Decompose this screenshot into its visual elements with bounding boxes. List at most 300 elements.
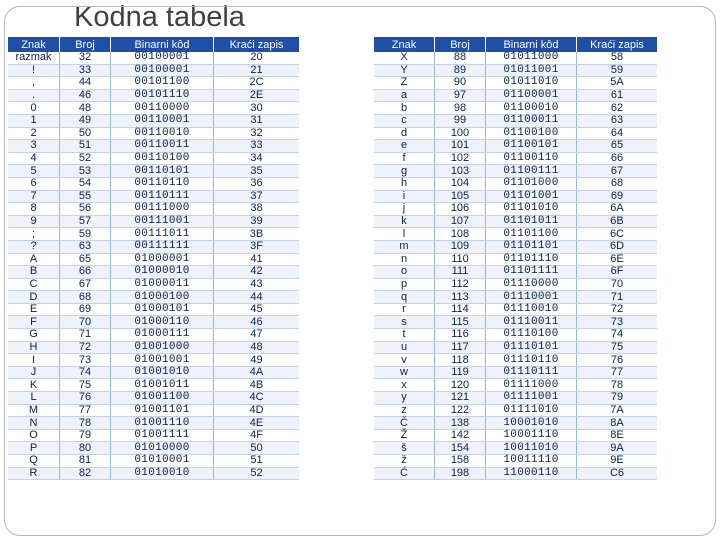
cell-broj: 77 [60,404,111,417]
header-broj: Broj [435,37,486,52]
cell-binarni-kod: 00110011 [111,140,214,153]
cell-binarni-kod: 01101001 [486,190,577,203]
header-kraci-zapis: Kraći zapis [214,37,300,52]
code-table-right [374,37,657,480]
cell-broj: 119 [435,366,486,379]
cell-broj: 99 [435,114,486,127]
cell-broj: 120 [435,379,486,392]
cell-binarni-kod: 01110100 [486,329,577,342]
table-row [8,140,299,153]
cell-znak: h [374,177,435,190]
cell-broj: 111 [435,266,486,279]
table-row [8,278,299,291]
cell-kraci-zapis: 49 [214,354,300,367]
table-row [8,392,299,405]
cell-binarni-kod: 01000101 [111,303,214,316]
cell-binarni-kod: 01000011 [111,278,214,291]
cell-kraci-zapis: 46 [214,316,300,329]
cell-kraci-zapis: 72 [577,303,658,316]
cell-broj: 118 [435,354,486,367]
cell-binarni-kod: 01000100 [111,291,214,304]
table-row [374,467,657,480]
cell-znak: 2 [8,127,60,140]
table-row [374,404,657,417]
cell-znak: 8 [8,203,60,216]
cell-kraci-zapis: 62 [577,102,658,115]
cell-broj: 109 [435,240,486,253]
cell-kraci-zapis: 59 [577,64,658,77]
cell-binarni-kod: 01111001 [486,392,577,405]
cell-znak: 9 [8,215,60,228]
cell-znak: e [374,140,435,153]
cell-broj: 67 [60,278,111,291]
cell-kraci-zapis: 3F [214,240,300,253]
header-binarni-kod: Binarni kôd [111,37,214,52]
table-row [8,165,299,178]
cell-kraci-zapis: 2E [214,89,300,102]
cell-kraci-zapis: 58 [577,52,658,64]
cell-znak: x [374,379,435,392]
table-row [8,366,299,379]
cell-znak: Y [374,64,435,77]
cell-kraci-zapis: 4C [214,392,300,405]
cell-broj: 154 [435,442,486,455]
cell-kraci-zapis: 63 [577,114,658,127]
table-row [374,177,657,190]
cell-binarni-kod: 01100011 [486,114,577,127]
cell-znak: D [8,291,60,304]
cell-binarni-kod: 01011001 [486,64,577,77]
cell-kraci-zapis: 64 [577,127,658,140]
cell-kraci-zapis: 71 [577,291,658,304]
cell-binarni-kod: 01101110 [486,253,577,266]
cell-znak: 6 [8,177,60,190]
cell-kraci-zapis: 34 [214,152,300,165]
table-row [8,291,299,304]
cell-binarni-kod: 01010000 [111,442,214,455]
cell-binarni-kod: 01101010 [486,203,577,216]
cell-kraci-zapis: 68 [577,177,658,190]
cell-znak: A [8,253,60,266]
header-broj: Broj [60,37,111,52]
cell-znak: š [374,442,435,455]
cell-binarni-kod: 01011000 [486,52,577,64]
cell-broj: 78 [60,417,111,430]
cell-kraci-zapis: 7A [577,404,658,417]
cell-znak: k [374,215,435,228]
cell-binarni-kod: 10011110 [486,455,577,468]
cell-znak: 4 [8,152,60,165]
cell-binarni-kod: 01000110 [111,316,214,329]
table-row [374,429,657,442]
cell-znak: 7 [8,190,60,203]
cell-broj: 63 [60,240,111,253]
cell-broj: 79 [60,429,111,442]
cell-kraci-zapis: 6A [577,203,658,216]
cell-broj: 198 [435,467,486,480]
cell-kraci-zapis: 48 [214,341,300,354]
cell-znak: d [374,127,435,140]
cell-kraci-zapis: 30 [214,102,300,115]
cell-kraci-zapis: 4A [214,366,300,379]
cell-binarni-kod: 01111010 [486,404,577,417]
cell-binarni-kod: 01110110 [486,354,577,367]
cell-znak: f [374,152,435,165]
cell-znak: B [8,266,60,279]
table-row [374,52,657,64]
cell-kraci-zapis: 50 [214,442,300,455]
cell-znak: ž [374,455,435,468]
table-row [374,228,657,241]
cell-znak: o [374,266,435,279]
table-row [374,102,657,115]
cell-binarni-kod: 01001011 [111,379,214,392]
cell-broj: 122 [435,404,486,417]
cell-binarni-kod: 00111011 [111,228,214,241]
cell-znak: 5 [8,165,60,178]
cell-broj: 66 [60,266,111,279]
table-row [374,354,657,367]
cell-znak: ; [8,228,60,241]
table-row [374,455,657,468]
header-kraci-zapis: Kraći zapis [577,37,658,52]
cell-kraci-zapis: 61 [577,89,658,102]
cell-znak: , [8,77,60,90]
cell-broj: 110 [435,253,486,266]
cell-binarni-kod: 01110000 [486,278,577,291]
header-znak: Znak [8,37,60,52]
cell-binarni-kod: 01101000 [486,177,577,190]
cell-broj: 76 [60,392,111,405]
cell-znak: Ć [374,467,435,480]
cell-binarni-kod: 01000001 [111,253,214,266]
table-body-left [8,52,299,480]
cell-znak: j [374,203,435,216]
cell-kraci-zapis: 76 [577,354,658,367]
table-row [374,278,657,291]
cell-znak: a [374,89,435,102]
cell-broj: 57 [60,215,111,228]
cell-binarni-kod: 01100100 [486,127,577,140]
cell-broj: 71 [60,329,111,342]
cell-binarni-kod: 10001110 [486,429,577,442]
cell-kraci-zapis: 79 [577,392,658,405]
cell-kraci-zapis: 74 [577,329,658,342]
table-row [8,203,299,216]
cell-broj: 73 [60,354,111,367]
header-row [374,37,657,52]
cell-znak: Q [8,455,60,468]
cell-kraci-zapis: 33 [214,140,300,153]
table-row [8,429,299,442]
cell-binarni-kod: 00101110 [111,89,214,102]
cell-znak: n [374,253,435,266]
cell-broj: 97 [435,89,486,102]
cell-kraci-zapis: 37 [214,190,300,203]
table-row [8,404,299,417]
cell-binarni-kod: 01110001 [486,291,577,304]
cell-broj: 112 [435,278,486,291]
cell-broj: 32 [60,52,111,64]
table-row [8,467,299,480]
cell-kraci-zapis: 20 [214,52,300,64]
table-row [374,392,657,405]
cell-broj: 113 [435,291,486,304]
cell-broj: 100 [435,127,486,140]
table-row [8,316,299,329]
cell-broj: 82 [60,467,111,480]
table-row [8,64,299,77]
cell-znak: N [8,417,60,430]
cell-broj: 106 [435,203,486,216]
cell-kraci-zapis: 65 [577,140,658,153]
cell-znak: v [374,354,435,367]
table-row [374,266,657,279]
slide-title: Kodna tabela [74,1,245,33]
code-table-left [8,37,299,480]
table-row [374,253,657,266]
cell-broj: 115 [435,316,486,329]
cell-broj: 116 [435,329,486,342]
table-row [374,442,657,455]
table-row [8,102,299,115]
cell-broj: 54 [60,177,111,190]
table-row [8,77,299,90]
cell-kraci-zapis: 77 [577,366,658,379]
table-row [8,266,299,279]
cell-znak: X [374,52,435,64]
cell-znak: t [374,329,435,342]
cell-kraci-zapis: 3B [214,228,300,241]
table-row [374,316,657,329]
cell-znak: i [374,190,435,203]
cell-znak: L [8,392,60,405]
cell-binarni-kod: 01001100 [111,392,214,405]
table-row [374,240,657,253]
table-row [8,240,299,253]
cell-binarni-kod: 01001101 [111,404,214,417]
cell-binarni-kod: 11000110 [486,467,577,480]
cell-broj: 48 [60,102,111,115]
cell-broj: 89 [435,64,486,77]
table-row [374,291,657,304]
cell-broj: 114 [435,303,486,316]
table-row [8,253,299,266]
table-row [374,329,657,342]
cell-binarni-kod: 00101100 [111,77,214,90]
cell-kraci-zapis: C6 [577,467,658,480]
cell-broj: 80 [60,442,111,455]
cell-znak: Č [374,417,435,430]
cell-binarni-kod: 00110101 [111,165,214,178]
cell-kraci-zapis: 4E [214,417,300,430]
cell-znak: . [8,89,60,102]
cell-znak: P [8,442,60,455]
table-row [8,354,299,367]
cell-znak: G [8,329,60,342]
cell-znak: w [374,366,435,379]
cell-broj: 142 [435,429,486,442]
cell-binarni-kod: 01001010 [111,366,214,379]
cell-znak: M [8,404,60,417]
header-binarni-kod: Binarni kôd [486,37,577,52]
cell-broj: 107 [435,215,486,228]
cell-znak: l [374,228,435,241]
cell-binarni-kod: 01101101 [486,240,577,253]
cell-kraci-zapis: 9A [577,442,658,455]
cell-binarni-kod: 01110101 [486,341,577,354]
table-row [8,303,299,316]
cell-znak: Z [374,77,435,90]
cell-kraci-zapis: 8E [577,429,658,442]
cell-znak: c [374,114,435,127]
cell-kraci-zapis: 6D [577,240,658,253]
header-znak: Znak [374,37,435,52]
cell-broj: 102 [435,152,486,165]
cell-broj: 104 [435,177,486,190]
cell-kraci-zapis: 69 [577,190,658,203]
cell-binarni-kod: 01101111 [486,266,577,279]
cell-kraci-zapis: 36 [214,177,300,190]
table-row [374,140,657,153]
cell-znak: ? [8,240,60,253]
cell-broj: 72 [60,341,111,354]
cell-broj: 117 [435,341,486,354]
cell-znak: E [8,303,60,316]
table-row [374,64,657,77]
table-row [8,215,299,228]
cell-binarni-kod: 00110000 [111,102,214,115]
cell-znak: C [8,278,60,291]
cell-binarni-kod: 00110001 [111,114,214,127]
table-row [8,190,299,203]
cell-kraci-zapis: 67 [577,165,658,178]
cell-kraci-zapis: 70 [577,278,658,291]
table-row [8,127,299,140]
table-row [8,152,299,165]
header-row [8,37,299,52]
cell-binarni-kod: 01001110 [111,417,214,430]
cell-binarni-kod: 00110111 [111,190,214,203]
cell-binarni-kod: 01000010 [111,266,214,279]
cell-binarni-kod: 01100001 [486,89,577,102]
cell-znak: F [8,316,60,329]
cell-kraci-zapis: 5A [577,77,658,90]
cell-binarni-kod: 01110010 [486,303,577,316]
cell-binarni-kod: 01001001 [111,354,214,367]
cell-kraci-zapis: 6B [577,215,658,228]
cell-kraci-zapis: 42 [214,266,300,279]
cell-binarni-kod: 01100010 [486,102,577,115]
cell-znak: q [374,291,435,304]
table-row [374,215,657,228]
cell-broj: 69 [60,303,111,316]
table-row [8,379,299,392]
cell-broj: 70 [60,316,111,329]
cell-kraci-zapis: 75 [577,341,658,354]
cell-broj: 121 [435,392,486,405]
cell-binarni-kod: 10001010 [486,417,577,430]
cell-znak: Ž [374,429,435,442]
cell-kraci-zapis: 35 [214,165,300,178]
table-row [374,203,657,216]
cell-binarni-kod: 01010010 [111,467,214,480]
cell-binarni-kod: 10011010 [486,442,577,455]
cell-broj: 75 [60,379,111,392]
table-row [8,89,299,102]
cell-binarni-kod: 01110111 [486,366,577,379]
cell-znak: I [8,354,60,367]
table-row [8,442,299,455]
cell-broj: 108 [435,228,486,241]
cell-binarni-kod: 01001111 [111,429,214,442]
cell-kraci-zapis: 4D [214,404,300,417]
table-row [374,152,657,165]
cell-broj: 59 [60,228,111,241]
cell-kraci-zapis: 2C [214,77,300,90]
table-row [374,379,657,392]
cell-broj: 44 [60,77,111,90]
cell-broj: 51 [60,140,111,153]
cell-binarni-kod: 01111000 [486,379,577,392]
cell-broj: 50 [60,127,111,140]
cell-znak: b [374,102,435,115]
cell-kraci-zapis: 31 [214,114,300,127]
cell-broj: 55 [60,190,111,203]
cell-kraci-zapis: 78 [577,379,658,392]
table-row [8,228,299,241]
cell-kraci-zapis: 39 [214,215,300,228]
cell-znak: 0 [8,102,60,115]
cell-binarni-kod: 01110011 [486,316,577,329]
table-row [8,114,299,127]
cell-kraci-zapis: 43 [214,278,300,291]
cell-binarni-kod: 01101100 [486,228,577,241]
table-row [374,127,657,140]
cell-broj: 46 [60,89,111,102]
cell-binarni-kod: 01011010 [486,77,577,90]
table-row [8,52,299,64]
cell-kraci-zapis: 73 [577,316,658,329]
cell-kraci-zapis: 66 [577,152,658,165]
cell-broj: 90 [435,77,486,90]
cell-znak: 1 [8,114,60,127]
table-row [374,366,657,379]
table-row [374,417,657,430]
cell-znak: O [8,429,60,442]
cell-znak: s [374,316,435,329]
cell-kraci-zapis: 44 [214,291,300,304]
cell-kraci-zapis: 38 [214,203,300,216]
cell-znak: m [374,240,435,253]
cell-binarni-kod: 01100111 [486,165,577,178]
cell-binarni-kod: 00111000 [111,203,214,216]
cell-binarni-kod: 00111111 [111,240,214,253]
cell-znak: razmak [8,52,60,64]
cell-broj: 52 [60,152,111,165]
cell-broj: 68 [60,291,111,304]
cell-kraci-zapis: 8A [577,417,658,430]
table-row [374,77,657,90]
cell-znak: p [374,278,435,291]
table-row [374,114,657,127]
cell-broj: 53 [60,165,111,178]
cell-binarni-kod: 01001000 [111,341,214,354]
table-row [374,341,657,354]
cell-kraci-zapis: 32 [214,127,300,140]
cell-broj: 158 [435,455,486,468]
cell-znak: y [374,392,435,405]
